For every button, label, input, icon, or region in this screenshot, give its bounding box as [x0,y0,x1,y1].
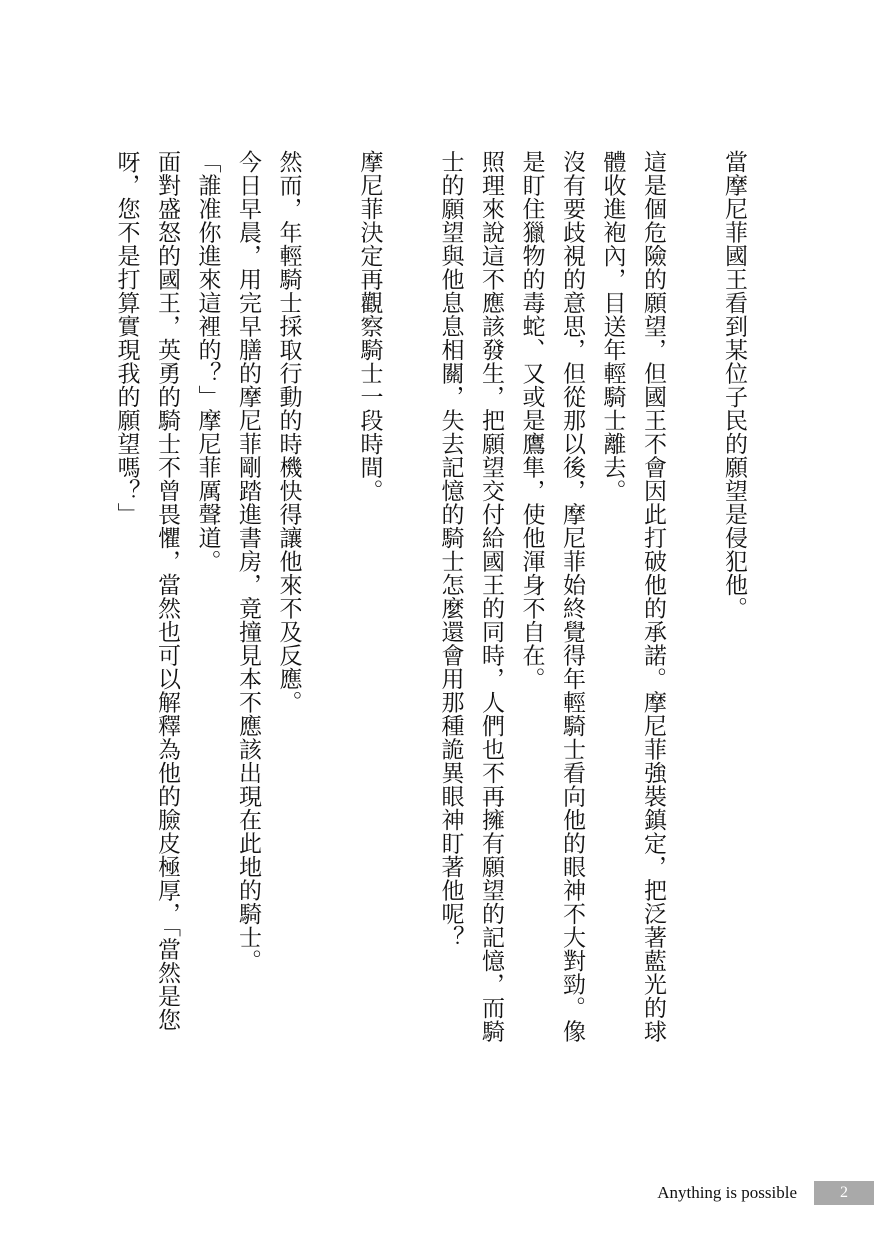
paragraph-7: 今日早晨，用完早膳的摩尼菲剛踏進書房，竟撞見本不應該出現在此地的騎士。 [235,150,261,973]
paragraph-8: 「誰准你進來這裡的？」摩尼菲厲聲道。 [194,150,221,573]
footer-book-title: Anything is possible [657,1183,797,1202]
body-text [106,150,754,1050]
paragraph-1: 當摩尼菲國王看到某位子民的願望是侵犯他。 [721,150,747,620]
paragraph-6: 然而，年輕騎士採取行動的時機快得讓他來不及反應。 [275,150,302,714]
paragraph-9: 面對盛怒的國王，英勇的騎士不曾畏懼，當然也可以解釋為他的臉皮極厚，「當然是您呀，您不是打算實現我的願望嗎？」 [113,150,180,1032]
paragraph-2: 這是個危險的願望，但國王不會因此打破他的承諾。摩尼菲強裝鎮定，把泛著藍光的球體收進袍內，目送年輕騎士離去。 [599,150,666,1043]
page-number: 2 [814,1181,874,1205]
paragraph-3: 沒有要歧視的意思，但從那以後，摩尼菲始終覺得年輕騎士看向他的眼神不大對勁。像是盯住獵物的毒蛇、又或是鷹隼，使他渾身不自在。 [518,150,585,1043]
paragraph-5: 摩尼菲決定再觀察騎士一段時間。 [356,150,383,503]
paragraph-4: 照理來說這不應該發生，把願望交付給國王的同時，人們也不再擁有願望的記憶，而騎士的願望與他息息相關，失去記憶的騎士怎麼還會用那種詭異眼神盯著他呢？ [437,150,504,1043]
